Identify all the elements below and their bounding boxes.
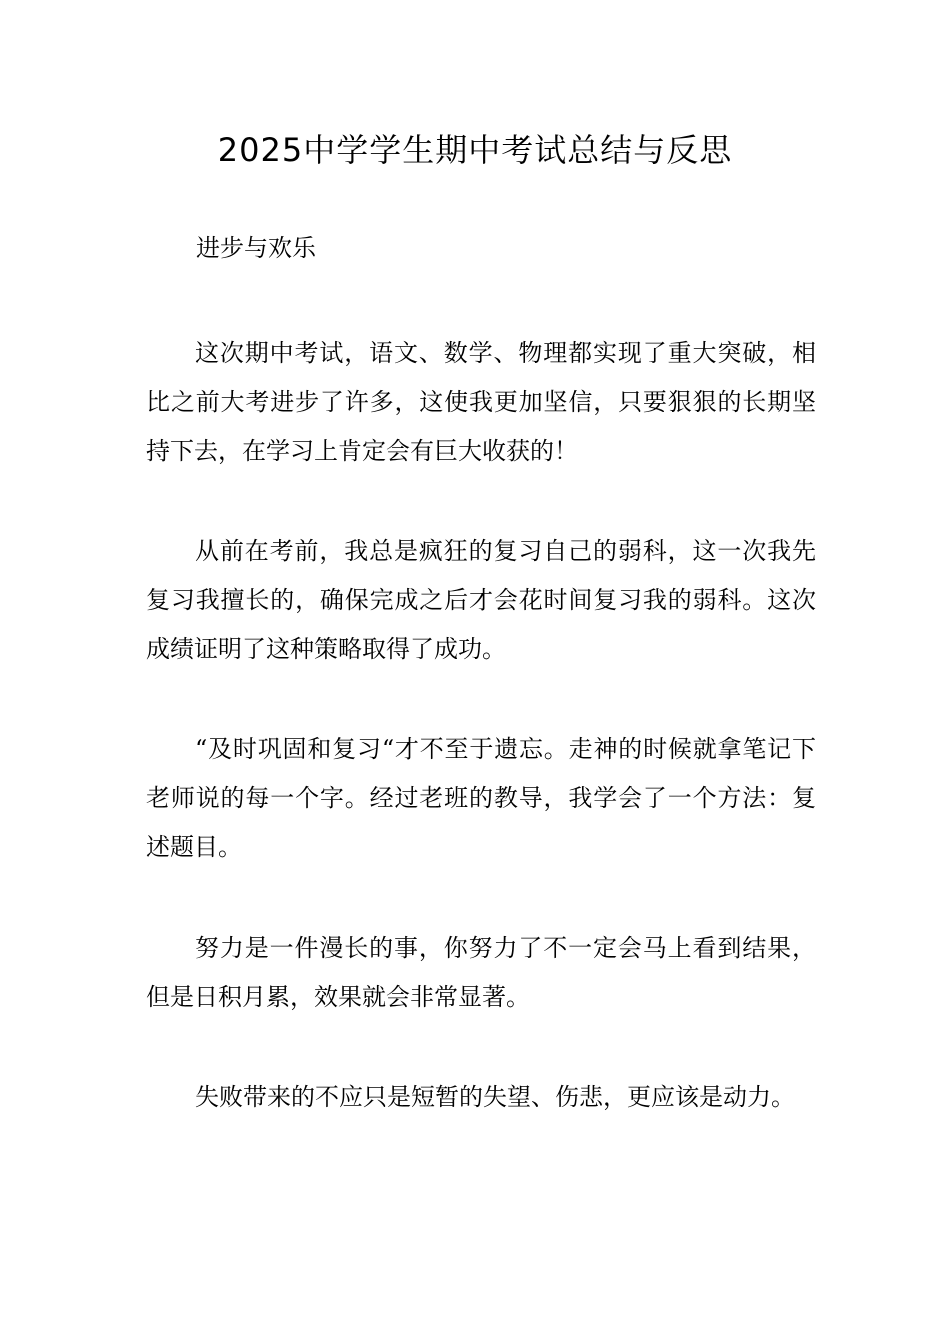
paragraph-3: “及时巩固和复习“才不至于遗忘。走神的时候就拿笔记下老师说的每一个字。经过老班的教导，我学会了一个方法：复述题目。 <box>146 735 816 861</box>
paragraph-4: 努力是一件漫长的事，你努力了不一定会马上看到结果，但是日积月累，效果就会非常显著。 <box>146 934 816 1011</box>
paragraph-1: 这次期中考试，语文、数学、物理都实现了重大突破，相比之前大考进步了许多，这使我更加坚信，只要狠狠的长期坚持下去，在学习上肯定会有巨大收获的！ <box>146 339 816 465</box>
paragraph-5: 失败带来的不应只是短暂的失望、伤悲，更应该是动力。 <box>195 1083 795 1111</box>
paragraph-2: 从前在考前，我总是疯狂的复习自己的弱科，这一次我先复习我擅长的，确保完成之后才会花时间复习我的弱科。这次成绩证明了这种策略取得了成功。 <box>146 537 816 663</box>
section-heading: 进步与欢乐 <box>196 234 316 262</box>
document-title: 2025中学学生期中考试总结与反思 <box>217 131 733 169</box>
